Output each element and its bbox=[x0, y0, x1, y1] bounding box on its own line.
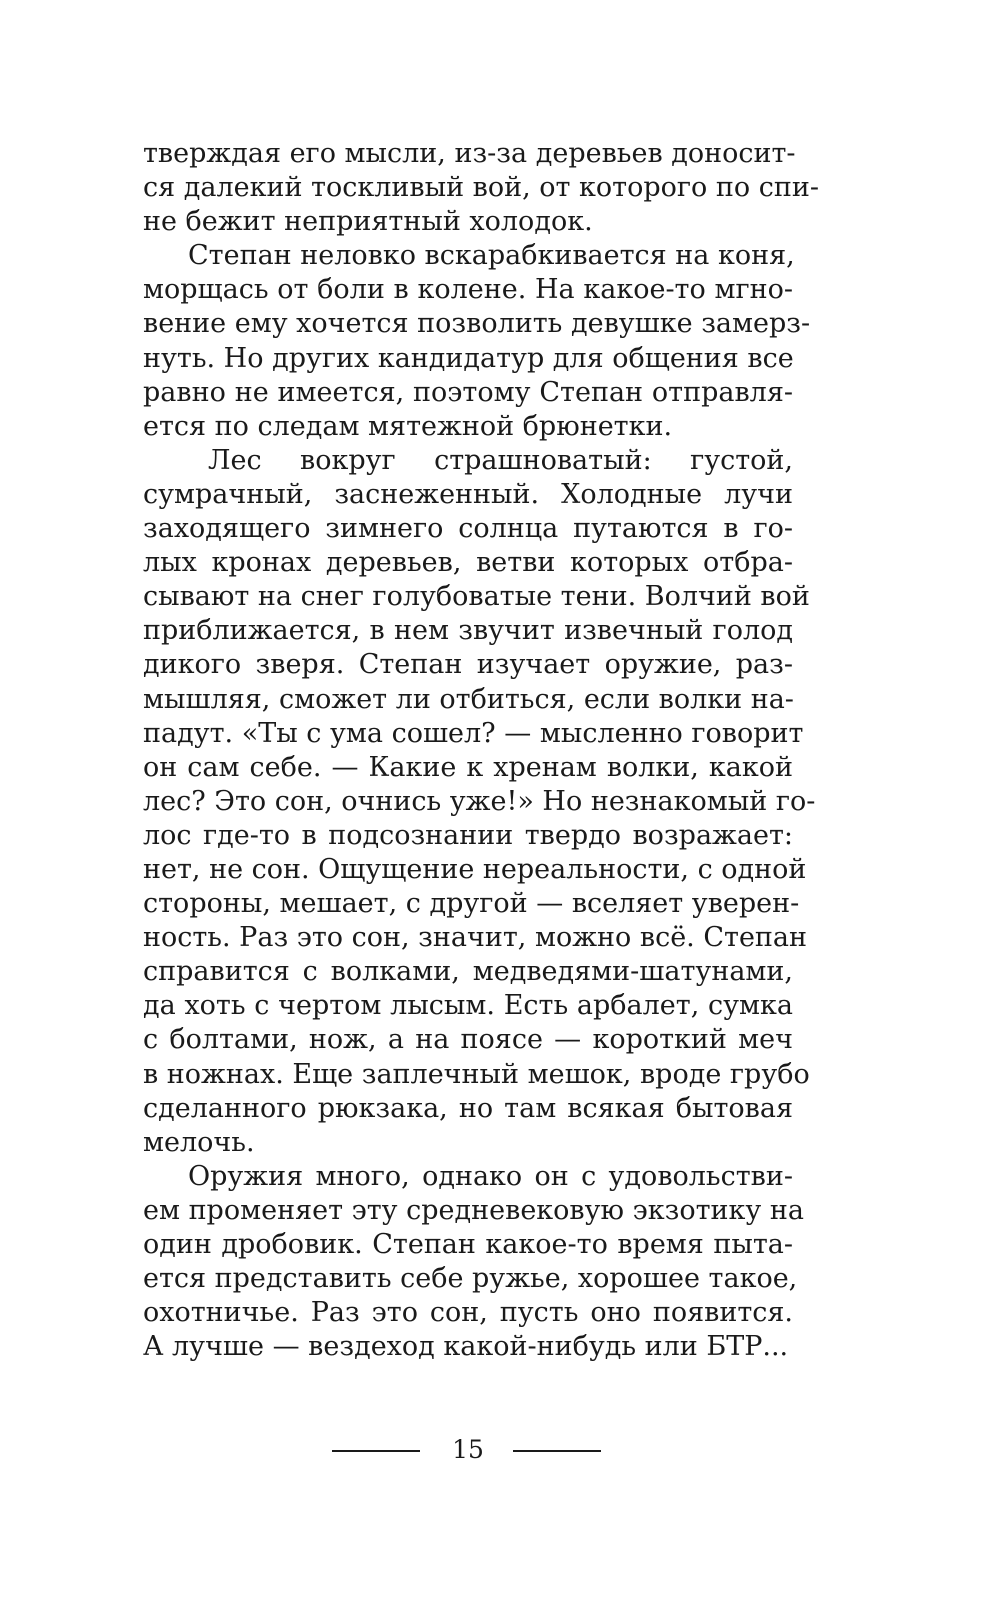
text-line: Оружия много, однако он с удовольстви- bbox=[188, 1160, 793, 1192]
text-line: ся далекий тоскливый вой, от которого по спи- bbox=[143, 172, 819, 204]
text-line: стороны, мешает, с другой — вселяет уверен- bbox=[143, 888, 800, 920]
text-line: мышляя, сможет ли отбиться, если волки на- bbox=[143, 683, 794, 715]
footer-rule-right bbox=[513, 1450, 601, 1452]
text-line: справится с волками, медведями-шатунами, bbox=[143, 956, 793, 988]
text-line: мелочь. bbox=[143, 1126, 255, 1158]
text-line: сумрачный, заснеженный. Холодные лучи bbox=[143, 478, 793, 510]
paragraph bbox=[143, 444, 816, 1160]
text-line: Степан неловко вскарабкивается на коня, bbox=[188, 240, 795, 272]
text-line: морщась от боли в колене. На какое-то мгно- bbox=[143, 274, 793, 306]
text-line: тверждая его мысли, из-за деревьев доносит- bbox=[143, 138, 796, 169]
text-line: нет, не сон. Ощущение нереальности, с одной bbox=[143, 853, 807, 885]
paragraph bbox=[143, 239, 811, 444]
text-line: А лучше — вездеход какой-нибудь или БТР... bbox=[143, 1331, 789, 1363]
text-line: заходящего зимнего солнца путаются в го- bbox=[143, 513, 793, 545]
footer-rule-left bbox=[332, 1450, 420, 1452]
text-line: ется по следам мятежной брюнетки. bbox=[143, 410, 673, 442]
page-number: 15 bbox=[452, 1435, 484, 1464]
text-line: сделанного рюкзака, но там всякая бытовая bbox=[143, 1092, 793, 1124]
text-line: лес? Это сон, очнись уже!» Но незнакомый го- bbox=[143, 785, 816, 817]
text-line: ем променяет эту средневековую экзотику на bbox=[143, 1194, 804, 1226]
text-line: лос где-то в подсознании твердо возражает: bbox=[143, 819, 793, 851]
text-line: лых кронах деревьев, ветви которых отбра- bbox=[143, 547, 793, 579]
text-line: ется представить себе ружье, хорошее такое, bbox=[143, 1263, 798, 1295]
page-footer bbox=[0, 1420, 1000, 1480]
paragraph bbox=[143, 1160, 804, 1365]
text-line: не бежит неприятный холодок. bbox=[143, 206, 593, 238]
text-line: с болтами, нож, а на поясе — короткий меч bbox=[143, 1024, 793, 1056]
text-line: Лес вокруг страшноватый: густой, bbox=[208, 444, 793, 476]
text-line: дикого зверя. Степан изучает оружие, раз- bbox=[143, 649, 793, 681]
text-line: сывают на снег голубоватые тени. Волчий вой bbox=[143, 581, 810, 613]
text-line: нуть. Но других кандидатур для общения все bbox=[143, 342, 794, 374]
text-line: он сам себе. — Какие к хренам волки, какой bbox=[143, 751, 793, 783]
paragraph bbox=[143, 137, 819, 239]
text-line: в ножнах. Еще заплечный мешок, вроде грубо bbox=[143, 1058, 810, 1090]
text-line: да хоть с чертом лысым. Есть арбалет, сумка bbox=[143, 990, 793, 1022]
book-page-text bbox=[143, 137, 819, 1364]
text-line: ность. Раз это сон, значит, можно всё. Степан bbox=[143, 922, 808, 954]
text-line: приближается, в нем звучит извечный голод bbox=[143, 615, 793, 647]
text-line: вение ему хочется позволить девушке замерз- bbox=[143, 308, 811, 340]
text-line: падут. «Ты с ума сошел? — мысленно говорит bbox=[143, 717, 804, 749]
text-line: равно не имеется, поэтому Степан отправля- bbox=[143, 376, 793, 408]
text-line: один дробовик. Степан какое-то время пыта- bbox=[143, 1229, 793, 1260]
text-line: охотничье. Раз это сон, пусть оно появится. bbox=[143, 1297, 793, 1329]
